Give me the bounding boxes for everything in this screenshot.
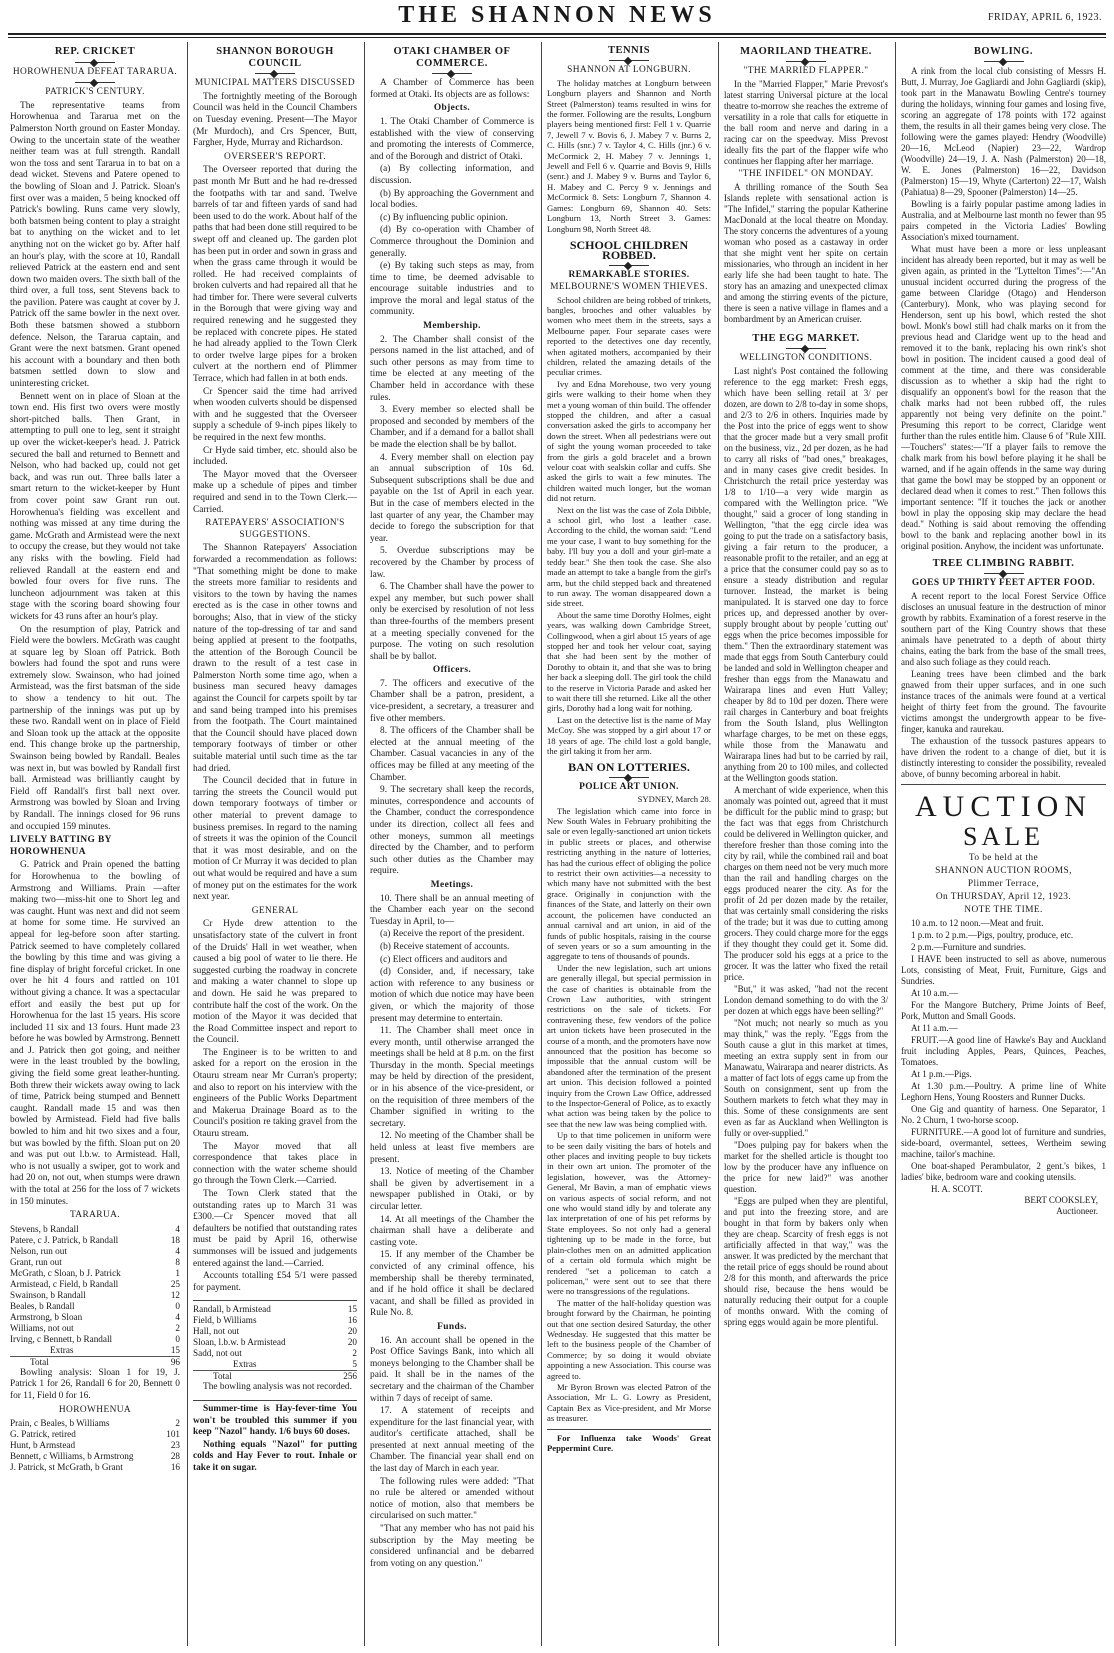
- score-entry: Randall, b Armistead: [193, 1304, 271, 1315]
- auction-subtitle: SALE: [963, 822, 1044, 851]
- paragraph: The following rules were added: "That no rule be altered or amended without notice of motion, also that members be circularised on such matter.": [370, 1476, 534, 1522]
- divider: [786, 61, 826, 62]
- table-row: [10, 1345, 180, 1357]
- table-row: [10, 1235, 180, 1246]
- auction-line: At 11 a.m.—: [911, 1023, 958, 1033]
- paragraph: 14. At all meetings of the Chamber the chairman shall have a deliberate and casting vote.: [370, 1214, 534, 1248]
- table-row: [10, 1440, 180, 1451]
- score-entry: Prain, c Beales, b Williams: [10, 1418, 110, 1429]
- column-tennis: [547, 42, 711, 1646]
- masthead: [0, 0, 1114, 32]
- column-rule: [895, 42, 896, 1646]
- score-value: 12: [170, 1289, 180, 1300]
- score-value: 101: [166, 1429, 180, 1440]
- score-value: 2: [175, 1322, 180, 1333]
- paragraph: 16. An account shall be opened in the Post Office Savings Bank, into which all moneys belonging to the Chamber shall be paid. It shall be in the names of the secretary and the chairman of the Chamber within 7 days of receipt of same.: [370, 1335, 534, 1404]
- article-subheading: HOROWHENUA DEFEAT TARARUA.: [12, 66, 178, 77]
- article-heading: SHANNON BOROUGH COUNCIL: [216, 46, 334, 69]
- score-value: 256: [336, 1371, 357, 1383]
- auction-line: One Gig and quantity of harness. One Separator, 1 No. 2 Churn, 1 two-horse scoop.: [901, 1104, 1106, 1125]
- paragraph: The Mayor moved that the Overseer make up a schedule of pipes and timber required and send in to the Town Clerk.—Carried.: [193, 469, 357, 515]
- score-entry: Extras: [50, 1344, 74, 1355]
- score-entry: Patere, c J. Patrick, b Randall: [10, 1234, 119, 1245]
- table-row: [10, 1246, 180, 1257]
- table-row: [193, 1304, 357, 1315]
- paragraph: The Town Clerk stated that the outstanding rates up to March 31 was £300.—Cr Spencer moved that all defaulters be notified that outstanding rates must be paid by April 16, otherwise summonses will be issued and judgements entered against the land.—Carried.: [193, 1189, 357, 1269]
- paragraph: 7. The officers and executive of the Chamber shall be a patron, president, a vice-president, a secretary, a treasurer and five other members.: [370, 678, 534, 724]
- auction-line: SHANNON AUCTION ROOMS,: [935, 866, 1072, 876]
- article-heading: OTAKI CHAMBER OF COMMERCE.: [393, 46, 511, 69]
- paragraph: (a) Receive the report of the president.: [380, 929, 525, 940]
- table-row: [10, 1268, 180, 1279]
- divider: [901, 784, 1106, 785]
- table-row: [10, 1429, 180, 1440]
- paragraph: "Not much; not nearly so much as you may think," was the reply. "Eggs from the South cause a glut in this market at times, meeting an extra supply sent in from our Manawatu, Wairarapa and nearer districts. As a matter of fact lots of eggs came up from the South on consignment, sent up from the Southern markets to fetch what they may in this. Some of these consignments are sent even as far as Auckland when Wellington is fully or over-supplied.": [724, 1018, 888, 1138]
- divider: [609, 60, 649, 61]
- paragraph: 8. The officers of the Chamber shall be elected at the annual meeting of the Chamber. Casual vacancies in any of the offices may be filled at any meeting of the Chamber.: [370, 726, 534, 783]
- column-cricket: [10, 42, 180, 1646]
- paragraph: G. Patrick and Prain opened the batting for Horowhenua to the bowling of Armstrong and Williams. Prain —after making two—miss-hit one to Short leg and was caught. Hunt was next and did not seem at home for some time. He survived an appeal for leg-before soon after starting. Patrick seemed to have completely collared the bowling by this time and was giving a fine display of bright forceful cricket. In one over he hit 4 fours and rattled on 101 without giving a chance. It was a spectacular effort and easily the best put up for Horowhenua for the last 15 years. His score included 11 six and 13 fours. Hunt made 23 before he was bowled by Armstrong. Bennett and J. Patrick then got going, and neither were in the least troubled by the bowling, giving the field some great leather-hunting. Both threw their wickets away owing to lack of time, Patrick being stumped and Bennett caught. Randall made 15 and was then bowled by Armistead. Field had five balls bowled to him and hit two sixes and a four, but was bowled by the fifth. Sloan put on 20 and was put out l.b.w. to Armistead. Hall, who is not usually a swiper, got to work and had 20 on, not out, when stumps were drawn with the total at 256 for the loss of 7 wickets in 150 minutes.: [10, 860, 180, 1207]
- paragraph: 4. Every member shall on election pay an annual subscription of 10s 6d. Subsequent subscriptions shall be due and payable on the 1st of April in each year. But in the case of members elected in the last quarter of any year, the Chamber may decide to forego the subscription for that year.: [370, 452, 534, 544]
- article-subheading: Objects.: [433, 103, 471, 114]
- score-value: 18: [170, 1234, 180, 1245]
- divider: [547, 1429, 711, 1430]
- column-rule: [718, 42, 719, 1646]
- paragraph: The fortnightly meeting of the Borough Council was held in the Council Chambers on Tuesday evening. Present—The Mayor (Mr Murdoch), and Crs Spencer, Butt, Fargher, Hyde, Murray and Richardson.: [193, 91, 357, 149]
- paragraph: The representative teams from Horowhenua and Tararua met on the Palmerston North ground on Easter Monday. Owing to the uncertain state of the weather neither team was at full strength. Randall won the toss and sent Tararua in to bat on a dead wicket. Stevens and Patere opened to the bowling of Sloan and J. Patrick. Sloan's first over was a maiden, 5 being knocked off Patrick's bowling. Runs came very slowly, both batsmen being content to play a straight bat to anything on the wicket and to let anything not on the wicket go by. After half an hour's play, with the score at 10, Randall relieved Patrick at the eastern end and sent down two maiden overs. The sixth ball of the third over, a full toss, sent Stevens back to the pavilion. Patere was caught at cover by J. Patrick off the same bowler in the next over. Both these batsmen showed a stubborn defence. Nelson, the Tararua captain, and Grant were the next batsmen. Grant opened his account with a boundary and then both batsmen settled down to slow and uninteresting cricket.: [10, 100, 180, 390]
- paragraph: Ivy and Edna Morehouse, two very young girls were walking to their home when they met a young woman of thin build. The offender stopped the children, and after a casual conversation asked the girls to accompany her down the street. When all pedestrians were out of sight the young woman proceeded to take from the girls a gold bracelet and a brown velour coat with sealskin collar and cuffs. She asked the girls to wait a few minutes. The children waited much longer, but the woman did not return.: [547, 378, 711, 504]
- paragraph: On the resumption of play, Patrick and Field were the bowlers. McGrath was caught at square leg by Sloan off Patrick. Both bowlers had found the spot and runs were extremely slow. Swainson, who had joined Armistead, was the first batsman of the side to show a tendency to hit out. The partnership of the innings was put up by these two. Randall went on in place of Field and Sloan took up the attack at the opposite end. This change broke up the partnership, Swainson being bowled by Randall. Beales was next in, but was bowled by Randall first ball. Armistead was brilliantly caught by Field off Randall's first ball next over. Armstrong was bowled by Sloan and Irving by Randall. The innings closed for 96 runs and occupied 159 minutes.: [10, 624, 180, 832]
- score-entry: Williams, not out: [10, 1322, 74, 1333]
- article-heading: BOWLING.: [973, 46, 1034, 57]
- article-subheading: MELBOURNE'S WOMEN THIEVES.: [550, 282, 708, 293]
- article-heading: REP. CRICKET: [54, 46, 136, 57]
- score-value: 15: [347, 1304, 357, 1315]
- score-value: 0: [175, 1300, 180, 1311]
- article-subheading: "THE INFIDEL" ON MONDAY.: [738, 169, 874, 179]
- score-value: 4: [175, 1245, 180, 1256]
- advertisement: Nothing equals "Nazol" for putting colds and Hay Fever to rout. Inhale or take it on sugar.: [193, 1439, 357, 1473]
- paragraph: 3. Every member so elected shall be proposed and seconded by members of the Chamber, and if a demand for a ballot shall be made the election shall be by ballot.: [370, 405, 534, 450]
- divider: [609, 777, 649, 778]
- divider: [255, 73, 295, 74]
- masthead-rule: [8, 33, 1106, 35]
- masthead-rule-thin: [8, 37, 1106, 38]
- article-subheading: MUNICIPAL MATTERS DISCUSSED: [194, 78, 356, 89]
- score-entry: Extras: [233, 1359, 257, 1370]
- article-subheading: GOES UP THIRTY FEET AFTER FOOD.: [911, 578, 1096, 588]
- score-value: 4: [175, 1311, 180, 1322]
- paragraph: The exhaustion of the tussock pastures appears to have driven the rodent to a change of diet, but it is distinctly interesting to consider the possibility, revealed above, of bunny becoming arboreal in habit.: [901, 736, 1106, 779]
- paragraph: Next on the list was the case of Zola Dibble, a school girl, who lost a leather case. According to the child, the woman said: "Lend me your case, I want to buy something for the baby. I'll buy you a doll and your girl-mate a teddy bear." She then took the case. She also made an attempt to take a bangle from the girl's arm, but the child stepped back and threatened to run away. The woman disappeared down a side street.: [547, 504, 711, 609]
- table-row: [10, 1356, 180, 1368]
- article-subheading: Funds.: [437, 1321, 467, 1332]
- auction-line: I HAVE been instructed to sell as above, numerous Lots, consisting of Meat, Fruit, Furniture, Gigs and Sundries.: [901, 954, 1106, 986]
- score-entry: Total: [10, 1356, 167, 1368]
- paragraph: The holiday matches at Longburn between Longburn players and Shannon and North Street (Palmerston) teams resulted in wins for the former. Following are the results, Longburn players being mentioned first: Fell 1 v. Quarrie 7, Jewell 7 v. Bovis 6, J. Mabey 7 v. Burns 2, C. Hills (snr.) 7 v. Taylor 4, C. Hills (jnr.) 6 v. McCormick 2, H. Mabey 7 v. Jennings 1, Jewell and Fell 6 v. Quarrie and Bovis 9, Hills (senr.) and J. Mabey 9 v. Burns and Taylor 6, H. Mabey and C. Percy 9 v. Jennings and McCormick 8. Sets: Longburn 7, Shannon 4. Games: Longburn 69, Shannon 40. Sets: Longburn 13, North Street 3. Games: Longburn 98, North Street 48.: [547, 77, 711, 234]
- auction-line: FRUIT.—A good line of Hawke's Bay and Auckland fruit including Apples, Pears, Quinces, Peaches, Tomatoes.: [901, 1035, 1106, 1067]
- paragraph: The bowling analysis was not recorded.: [203, 1382, 352, 1393]
- paragraph: 6. The Chamber shall have the power to expel any member, but such power shall only be exercised by resolution of not less than three-fourths of the members present at a meeting specially convened for the purpose. The voting on such resolution shall be by ballot.: [370, 582, 534, 662]
- article-heading: BAN ON LOTTERIES.: [568, 760, 690, 775]
- advertisement: Summer-time is Hay-fever-time You won't be troubled this summer if you keep "Nazol" handy. 1/6 buys 60 doses.: [193, 1403, 357, 1438]
- score-value: 5: [352, 1359, 357, 1370]
- score-entry: Hall, not out: [193, 1326, 240, 1337]
- divider: [193, 1400, 357, 1401]
- score-entry: Total: [193, 1371, 336, 1383]
- paragraph: 5. Overdue subscriptions may be recovered by the Chamber by process of law.: [370, 546, 534, 580]
- article-subheading: POLICE ART UNION.: [579, 781, 679, 792]
- paragraph: "Does pulping pay for bakers when the market for the shelled article is thought too low by the producer have any influence on the price for new laid?" was another question.: [724, 1140, 888, 1194]
- paragraph: (b) Receive statement of accounts.: [380, 941, 510, 952]
- paragraph: 11. The Chamber shall meet once in every month, until otherwise arranged the meetings shall be held at 8 p.m. on the first Thursday in the month. Special meetings may be held by direction of the president, or in his absence of the vice-president, or on the requisition of three members of the Chamber signified in writing to the secretary.: [370, 1026, 534, 1129]
- table-row: [10, 1257, 180, 1268]
- divider: [75, 82, 115, 83]
- paragraph: "But," it was asked, "had not the recent London demand something to do with the 3/ per dozen at which eggs have been selling?": [724, 984, 888, 1016]
- paragraph: 13. Notice of meeting of the Chamber shall be given by advertisement in a newspaper published in Otaki, or by circular letter.: [370, 1167, 534, 1212]
- paragraph: Last night's Post contained the following reference to the egg market: Fresh eggs, which have been selling retail at 3/ per dozen, are down to 2/8 to-day in some shops, and 2/3 to 2/6 in others. Inquiries made by the Post into the price of eggs went to show that the grocer made but a very small profit on the business, viz., 2d per dozen, as he had to carry all risks of "bad ones," breakages, and in many cases give credit besides. In Christchurch the retail price yesterday was 1/8 to 1/10—a very wide margin as compared with the Wellington price. "We thought," said a grocer of long standing in Wellington, "that the egg circle idea was going to put the trade on a satisfactory basis, giving a fair return to the producer, a reasonable profit to the retailer, and an egg at a price that the consumer could pay so as to ensure a steady distribution and regular turnover. Instead, the market is being manipulated. It is starved one day to force prices up, and depressed another by over-supply brought about by people 'cutting out' eggs when the price becomes impossible for them." Then the extraordinary statement was made that eggs from South Canterbury could be landed and sold in Wellington cheaper and fresher than eggs from the Manawatu and Wairarapa lines and even Hutt Valley; cheaper by 8d to 10d per dozen. There were rail charges in Canterbury and boat freights from the South Island, plus Wellington wharfage charges, to be met on these eggs, while those from the Manawatu and Wairarapa lines had but to be carried by rail, anything from 20 to 100 miles, and collected at the Wellington goods station.: [724, 366, 888, 783]
- article-subheading: GENERAL: [251, 905, 299, 916]
- column-rule: [187, 42, 188, 1646]
- score-entry: Field, b Williams: [193, 1315, 257, 1326]
- auction-line: To be held at the: [968, 853, 1039, 863]
- score-value: 8: [175, 1256, 180, 1267]
- article-subheading: Officers.: [432, 665, 472, 676]
- paragraph: 17. A statement of receipts and expenditure for the last financial year, with auditor's certificate attached, shall be presented at next annual meeting of the Chamber. The financial year shall end on the last day of March in each year.: [370, 1406, 534, 1475]
- score-value: 20: [347, 1337, 357, 1348]
- score-value: 1: [175, 1267, 180, 1278]
- score-entry: Swainson, b Randall: [10, 1289, 86, 1300]
- article-subheading: LIVELY BATTING BY HOROWHENUA: [10, 835, 112, 857]
- column-bowling-auction: [901, 42, 1106, 1646]
- paragraph: 9. The secretary shall keep the records, minutes, correspondence and accounts of the Chamber, conduct the correspondence under its direction, collect all fees and other moneys, summon all meetings directed by the Chamber, and to perform such other duties as the Chamber may require.: [370, 785, 534, 877]
- divider: [193, 1300, 357, 1301]
- auction-line: H. A. SCOTT.: [931, 1184, 983, 1194]
- paragraph: In the "Married Flapper," Marie Prevost's latest starring Universal picture at the local theatre to-morrow she reaches the extreme of versatility in a role that calls for etiquette in the ball room and nerve and daring in a racing car on the speedway. Miss Prevost ideally fits the part of the flapper wife who continues her flapping after her marriage.: [724, 79, 888, 166]
- table-row: [10, 1323, 180, 1334]
- advertisement: For Influenza take Woods' Great Peppermint Cure.: [547, 1432, 711, 1453]
- paragraph: Cr Spencer said the time had arrived when wooden culverts should be dispensed with and he suggested that the Overseer supply a schedule of 9-inch pipes likely to be required in the next few months.: [193, 386, 357, 443]
- paragraph: 10. There shall be an annual meeting of the Chamber each year on the second Tuesday in April, to—: [370, 893, 534, 927]
- paragraph: The Overseer reported that during the past month Mr Butt and he had re-dressed the footpaths with tar and sand. Twelve barrels of tar and fifteen yards of sand had been used to do the work. About half of the paths that had been done still required to be swept off and cleaned up. The garden plot has been put in order and sown in grass and when the grass came through it would be rolled. He had received complaints of broken culverts and had repaired all that he had timber for. There were several culverts in the Borough that were giving way and required renewing and he suggested they be replaced with concrete pipes. He stated he had already applied to the Town Clerk to order twelve large pipes for a broken culvert at the northern end of Plimmer Terrace, which had fallen in at both ends.: [193, 165, 357, 385]
- paragraph: A Chamber of Commerce has been formed at Otaki. Its objects are as follows:: [370, 78, 534, 100]
- issue-date: FRIDAY, APRIL 6, 1923.: [988, 12, 1102, 23]
- table-row: [10, 1334, 180, 1345]
- paragraph: What must have been a more or less unpleasant incident has already been reported, but it may as well be given again, as printed in the "Lyttelton Times":—"An unusual incident occurred during the progress of the game between Claridge (Otago) and Henderson (Canterbury). Monk, who was playing second for Henderson, sent up his bowl, which rested the shot bowl. Monk's bowl still had chalk marks on it from the previous head and Claridge went up to the head and removed it to the bank, replacing his own rink's shot bowl in position. The incident caused a good deal of comment at the time, and there was considerable discussion as to whether a skip had the right to disqualify an opponent's bowl for the reason that the chalk marks had not been rubbed off, the rules apparently not being very definite on the point." Presuming this report to be correct, Claridge went further than the rules entitle him. Clause 6 of "Rule XIII. —Touchers" states:—"If a player fails to remove the chalk mark from his bowl before playing it he shall be warned, and if he again offends in the same way during that game the bowl may be stopped by an opponent or declared dead when it comes to rest." Then follows this important sentence: "If it touches the jack or another bowl in play the opposing skip may declare the head dead." Nothing is said about removing the offending bowl to the bank and replacing another bowl in its original position. Anyhow, the incident was unfortunate.: [901, 244, 1106, 551]
- scorecard-continued: [193, 1304, 357, 1382]
- divider: [786, 348, 826, 349]
- auction-line: NOTE THE TIME.: [964, 905, 1043, 915]
- article-subheading: PATRICK'S CENTURY.: [45, 87, 145, 98]
- score-entry: Stevens, b Randall: [10, 1223, 79, 1234]
- score-entry: G. Patrick, retired: [10, 1429, 76, 1440]
- paragraph: (d) By co-operation with Chamber of Commerce throughout the Dominion and generally.: [370, 225, 534, 259]
- paragraph: The matter of the half-holiday question was brought forward by the Chairman, he pointing out that one section desired Saturday, the other Wednesday. He suggested that this matter be left to the business people of the Chamber of Commerce; by so doing it would obviate appointing a new Association. This course was agreed to.: [547, 1297, 711, 1381]
- score-entry: Nelson, run out: [10, 1245, 67, 1256]
- score-value: 96: [167, 1356, 180, 1368]
- auction-line: At 1 p.m.—Pigs.: [911, 1069, 972, 1079]
- score-value: 0: [175, 1333, 180, 1344]
- paragraph: About the same time Dorothy Holmes, eight years, was walking down Cambridge Street, Collingwood, when a girl about 15 years of age stopped her and took her velour coat, saying that she had been sent by the mother of Dorothy to obtain it, and that she was to bring her back a sleeping doll. The girl took the child to the reserve in Victoria Parade and asked her to wait there till she returned. Like all the other girls, Dorothy had a long wait for nothing.: [547, 609, 711, 714]
- article-heading: TREE CLIMBING RABBIT.: [932, 558, 1075, 569]
- score-value: 25: [170, 1278, 180, 1289]
- scorecard-tararua: [10, 1224, 180, 1368]
- auction-line: On THURSDAY, April 12, 1923.: [935, 892, 1072, 902]
- score-entry: Armstrong, b Sloan: [10, 1311, 83, 1322]
- auction-line: 1 p.m. to 2 p.m.—Pigs, poultry, produce, etc.: [911, 930, 1074, 940]
- paragraph: (d) Consider, and, if necessary, take action with reference to any business or motion of which due notice may have been given, or which the majority of those present may determine to entertain.: [370, 967, 534, 1024]
- score-entry: Armistead, c Field, b Randall: [10, 1278, 119, 1289]
- table-row: [10, 1462, 180, 1473]
- auction-line: Plimmer Terrace,: [967, 879, 1040, 889]
- paragraph: Last on the detective list is the name of May McCoy. She was stopped by a girl about 17 or 18 years of age. The child lost a gold bangle, the girl taking it from her arm.: [547, 714, 711, 756]
- paragraph: Bowling analysis: Sloan 1 for 19, J. Patrick 1 for 26, Randall 6 for 20, Bennett 0 for 11, Field 0 for 16.: [10, 1367, 180, 1401]
- paragraph: Accounts totalling £54 5/1 were passed for payment.: [193, 1271, 357, 1293]
- article-subheading: Meetings.: [430, 879, 474, 890]
- score-value: 4: [175, 1223, 180, 1234]
- divider: [984, 573, 1024, 574]
- score-value: 2: [352, 1348, 357, 1359]
- score-entry: J. Patrick, st McGrath, b Grant: [10, 1462, 123, 1473]
- article-heading: MAORILAND THEATRE.: [740, 46, 872, 57]
- paragraph: Leaning trees have been climbed and the bark gnawed from their upper surfaces, and in one such instance traces of the animals were found at a vertical height of thirty feet from the ground. The favourite victims amongst the undergrowth appear to be five-finger, kanuka and raurekau.: [901, 669, 1106, 734]
- paragraph: 12. No meeting of the Chamber shall be held unless at least five members are present.: [370, 1131, 534, 1165]
- auction-line: At 1.30 p.m.—Poultry. A prime line of White Leghorn Hens, Young Roosters and Runner Ducks.: [901, 1081, 1106, 1102]
- divider: [432, 73, 472, 74]
- paragraph: Cr Hyde drew attention to the unsatisfactory state of the culvert in front of the Druids' Hall in wet weather, when caused a big pool of water to lie there. He suggested curbing the roadway in concrete and making a water channel to slope up and down. He said he was prepared to contribute half the cost of the work. On the motion of the Mayor it was decided that the Road Committee inspect and report to the Council.: [193, 919, 357, 1046]
- column-theatre-eggs: [724, 42, 888, 1646]
- score-entry: Sloan, l.b.w. b Armistead: [193, 1337, 286, 1348]
- auction-line: 2 p.m.—Furniture and sundries.: [911, 942, 1026, 952]
- article-subheading: "THE MARRIED FLAPPER.": [743, 66, 869, 76]
- auction-line: At 10 a.m.—: [911, 988, 958, 998]
- divider: [75, 62, 115, 63]
- paragraph: (c) Elect officers and auditors and: [380, 954, 508, 965]
- column-rule: [541, 42, 542, 1646]
- paragraph: (a) By collecting information, and discussion.: [370, 164, 534, 186]
- paragraph: Bowling is a fairly popular pastime among ladies in Australia, and at Melbourne last month no fewer than 95 pairs competed in the Victoria Ladies' Bowling Association's mixed tournament.: [901, 199, 1106, 242]
- column-borough-council: [193, 42, 357, 1646]
- paragraph: Under the new legislation, such art unions are generally illegal, but special permission in the case of charities is obtainable from the Crown Law authorities, with stringent restrictions on the sale of tickets. For contravening these, few vendors of the police art union tickets have been prosecuted in the course of a month, and the promoters have now announced that the position has become so impossible that the annual custom will be abandoned after the termination of the present art union. This decision followed a pointed inquiry from the Crown Law Office, addressed to the Inspector-General of Police, as to exactly what action was being taken by the police to see that the new law was being complied with.: [547, 962, 711, 1129]
- score-entry: Sadd, not out: [193, 1348, 242, 1359]
- auctioneer-name: BERT COOKSLEY,: [1024, 1195, 1098, 1205]
- table-row: [10, 1418, 180, 1429]
- score-value: 15: [170, 1344, 180, 1355]
- paragraph: The Engineer is to be written to and asked for a report on the erosion in the Otauru stream near Mr Curran's property; and also to report on his interview with the engineers of the Public Works Department and Makerua Drainage Board as to the Council's position re taking gravel from the Otauru stream.: [193, 1047, 357, 1140]
- article-heading: THE EGG MARKET.: [752, 333, 860, 344]
- paragraph: Bennett went on in place of Sloan at the town end. His first two overs were mostly short-pitched balls. Then Grant, in attempting to pull one to leg, sent it straight up over the wicket-keeper's head. J. Patrick secured the ball and returned to Bennett and Nelson, who had backed up, could not get back, and was run out. Three balls later a smart return to the wicket-keeper by Hunt from cover point saw Grant run out. Horowhenua's fielding was excellent and nothing was missed at any time during the game. McGrath and Armistead were the next to occupy the crease, but they would not take any risks with the bowling. Field had relieved Randall at the eastern end and bowled four overs for five runs. The luncheon adjournment was taken at this stage with the scoring board showing four wickets for 43 runs after an hour's play.: [10, 391, 180, 622]
- paragraph: 2. The Chamber shall consist of the persons named in the list attached, and of such other persons as may from time to time be elected at any meeting of the Chamber held in accordance with these rules.: [370, 334, 534, 403]
- table-row: [193, 1326, 357, 1337]
- column-rule: [364, 42, 365, 1646]
- score-value: 28: [170, 1451, 180, 1462]
- paragraph: 15. If any member of the Chamber be convicted of any criminal offence, his membership shall be thereby terminated, and if he hold office it shall be declared vacant, and shall be filled as provided in Rule No. 8.: [370, 1250, 534, 1319]
- paragraph: The legislation which came into force in New South Wales in February prohibiting the sale or even legally-sanctioned art union tickets in public streets or places, and otherwise restricting anything in the nature of lotteries, has had the curious effect of obliging the police to restrict their own activities—a necessity to which many have not submitted with the best grace. Originally in conjunction with the finances of the State, and latterly on their own account, the policemen have conducted an annual carnival and art union, in aid of the funds of public hospitals, raising in the course of seven years or so a sum amounting in the aggregate to tens of thousands of pounds.: [547, 805, 711, 962]
- paragraph: "Eggs are pulped when they are plentiful, and put into the freezing store, and are bought in that form by bakers only when they are cheap. Scarcity of fresh eggs is not artificially affected in that way," was the answer. It was predicted by the merchant that the retail price of eggs should be round about 2/8 for this month, and afterwards the price should rise, because the hens would be naturally reducing their output for a couple of months onward. With the coming of spring eggs would again be more plentiful.: [724, 1196, 888, 1327]
- table-row: [10, 1301, 180, 1312]
- auction-line: One boat-shaped Perambulator, 2 gent.'s bikes, 1 ladies' bike, bedroom ware and cooking utensils.: [901, 1161, 1106, 1182]
- auction-line: FURNITURE.—A good lot of furniture and sundries, side-board, overmantel, settees, Wertheim sewing machine, tailor's machine.: [901, 1127, 1106, 1159]
- table-row: [10, 1224, 180, 1235]
- score-value: 16: [347, 1315, 357, 1326]
- article-heading: SCHOOL CHILDREN ROBBED.: [569, 237, 689, 263]
- divider: [609, 265, 649, 266]
- table-row: [10, 1279, 180, 1290]
- paragraph: Mr Byron Brown was elected Patron of the Association, Mr L. G. Lowry as President, Captain Bex as Vice-president, and Mr Morse as treasurer.: [547, 1381, 711, 1424]
- table-row: [193, 1359, 357, 1371]
- score-entry: Bennett, c Williams, b Armstrong: [10, 1451, 134, 1462]
- divider: [984, 61, 1024, 62]
- auction-line: 10 a.m. to 12 noon.—Meat and fruit.: [911, 918, 1044, 928]
- paragraph: The Shannon Ratepayers' Association forwarded a recommendation as follows: "That something might be done to make the streets more familiar to residents and visitors to the town by having the names erected as is the case in other towns and boroughs; Also, that in view of the sticky nature of the top-dressing of tar and sand being applied at present to the footpaths, the attention of the Borough Council be drawn to the result of a test case in Palmerston North some time ago, when a business man secured heavy damages against the Council for carpets spoilt by tar and sand being tramped into his premises from the footpath. The Court maintained that the Council should have placed down temporary footways of timber or other suitable material until such time as the tar had dried.: [193, 543, 357, 774]
- paragraph: (b) By approaching the Government and local bodies.: [370, 188, 534, 211]
- table-row: [193, 1315, 357, 1326]
- auction-line: For the Mangore Butchery, Prime Joints of Beef, Pork, Mutton and Small Goods.: [901, 1000, 1106, 1021]
- score-entry: Hunt, b Armstead: [10, 1440, 76, 1451]
- score-value: 20: [347, 1326, 357, 1337]
- score-entry: McGrath, c Sloan, b J. Patrick: [10, 1267, 121, 1278]
- paragraph: (c) By influencing public opinion.: [380, 212, 508, 223]
- article-subheading: OVERSEER'S REPORT.: [224, 151, 326, 162]
- scorecard-horowhenua: [10, 1418, 180, 1473]
- score-value: 2: [175, 1418, 180, 1429]
- article-subheading: RATEPAYERS' ASSOCIATION'S SUGGESTIONS.: [205, 518, 345, 540]
- score-entry: Irving, c Bennett, b Randall: [10, 1333, 113, 1344]
- paragraph: A merchant of wide experience, when this anomaly was pointed out, agreed that it must be difficult for the public mind to grasp; but the fact was that eggs from Christchurch could be delivered in Wellington quicker, and therefore fresher than those coming into the city by rail, while the combined rail and boat charges on them need not be very much more than the rail and handling charges on the eggs produced nearer the city. As for the profit of 2d per dozen made by the retailer, that was certainly small considering the risks of the trade; but it was due to cutting among grocers. They could charge more for the eggs if they thought they could get it. Some did. The producer sold his eggs at a price to the grocer. It was the latter who fixed the retail price.: [724, 785, 888, 982]
- auction-title: AUCTION: [915, 790, 1092, 823]
- paragraph: Cr Hyde said timber, etc. should also be included.: [193, 445, 357, 468]
- column-chamber-of-commerce: [370, 42, 534, 1646]
- paragraph: A thrilling romance of the South Sea Islands replete with sensational action is "The Infidel," starring the popular Katherine MacDonald at the local theatre on Monday. The story concerns the adventures of a young woman who posed as a castaway in order that she might vent her spite on certain missionaries, who through an incident in her early life she had been taught to hate. The story has an amazing and unexpected climax and among the stirring events of the picture, there is seen a native village in flames and a bombardment by an American cruiser.: [724, 182, 888, 324]
- score-entry: Beales, b Randall: [10, 1300, 75, 1311]
- paragraph: School children are being robbed of trinkets, bangles, brooches and other valuables by women who meet them in the streets, says a Melbourne paper. Four separate cases were reported to the detectives one day recently, when agitated mothers, accompanied by their children, related the amazing details of the peculiar crimes.: [547, 294, 711, 378]
- paragraph: "That any member who has not paid his subscription by the May meeting be considered unfinancial and be debarred from voting on any question.": [370, 1524, 534, 1569]
- newspaper-title: THE SHANNON NEWS: [398, 2, 716, 28]
- article-heading: TENNIS: [607, 45, 651, 56]
- table-row: [193, 1337, 357, 1348]
- table-row: [10, 1290, 180, 1301]
- article-subheading: Membership.: [423, 321, 481, 332]
- paragraph: (e) By taking such steps as may, from time to time, be deemed advisable to encourage suitable industries and to improve the moral and legal status of the community.: [370, 261, 534, 318]
- score-entry: Grant, run out: [10, 1256, 62, 1267]
- article-subheading: WELLINGTON CONDITIONS.: [739, 353, 873, 363]
- paragraph: A recent report to the local Forest Service Office discloses an unusual feature in the destruction of minor growth by rabbits. Examination of a forest reserve in the southern part of the King Country shows that these animals have penetrated to a depth of about thirty chains, eating the bark from the base of the small trees, and also such foliage as they could reach.: [901, 591, 1106, 667]
- paragraph: The Council decided that in future in tarring the streets the Council would put down temporary footways of timber or other material to prevent damage to business premises. In regard to the naming of streets it was the opinion of the Council that it was most desirable, and on the motion of Cr Murray it was decided to plan out what would be required and have a sum of money put on the estimates for the work next year.: [193, 776, 357, 903]
- score-value: 23: [170, 1440, 180, 1451]
- article-subheading: SHANNON AT LONGBURN.: [567, 65, 691, 76]
- table-row: [193, 1348, 357, 1359]
- table-row: [10, 1451, 180, 1462]
- paragraph: 1. The Otaki Chamber of Commerce is established with the view of conserving and promoting the interests of Commerce, and of the Borough and district of Otaki.: [370, 116, 534, 162]
- table-row: [10, 1312, 180, 1323]
- scorecard-heading: TARARUA.: [69, 1210, 121, 1221]
- article-subheading: REMARKABLE STORIES.: [568, 269, 690, 280]
- auctioneer-title: Auctioneer.: [1056, 1206, 1098, 1216]
- paragraph: Up to that time policemen in uniform were to be seen daily visiting the bars of hotels and other places and inviting people to buy tickets in their own art union. The promoter of the legislation, however, was the Attorney-General, Mr Bavin, a man of emphatic views on various aspects of social reform, and not one who would stand idly by and tolerate any lax interpretation of one of his pet reforms by State employees. So not only had a general tightening up to be made in the force, but plain-clothes men on an admitted application of a certain old formula which might be rendered "set a policeman to catch a policeman," were sent out to see that there were no transgressions of the regulations.: [547, 1130, 711, 1297]
- paragraph: A rink from the local club consisting of Messrs H. Butt, J. Murray, Joe Gagliardi and John Gagliardi (skip), took part in the Manawatu Bowling Centre's tourney during the holidays, winning four games and losing five, scoring an aggregate of 178 points with 172 against them, the results in all their games being very close. The following were the games played: Hendry (Woodville) 20—16, McLeod (Napier) 23—22, Wardrop (Woodville) 24—19, J. A. Nash (Palmerston) 20—18, W. E. Jones (Palmerston) 16—22, Davidson (Palmerston) 15—19, Whyte (Carterton) 22—17, Walsh (Pahiatua) 8—29, Spooner (Palmerston) 14—25.: [901, 66, 1106, 197]
- dateline: SYDNEY, March 28.: [637, 794, 711, 805]
- scorecard-heading: HOROWHENUA: [58, 1404, 132, 1415]
- score-value: 16: [170, 1462, 180, 1473]
- table-row: [193, 1371, 357, 1383]
- paragraph: The Mayor moved that all correspondence that takes place in connection with the water scheme should go through the Town Clerk.—Carried.: [193, 1141, 357, 1187]
